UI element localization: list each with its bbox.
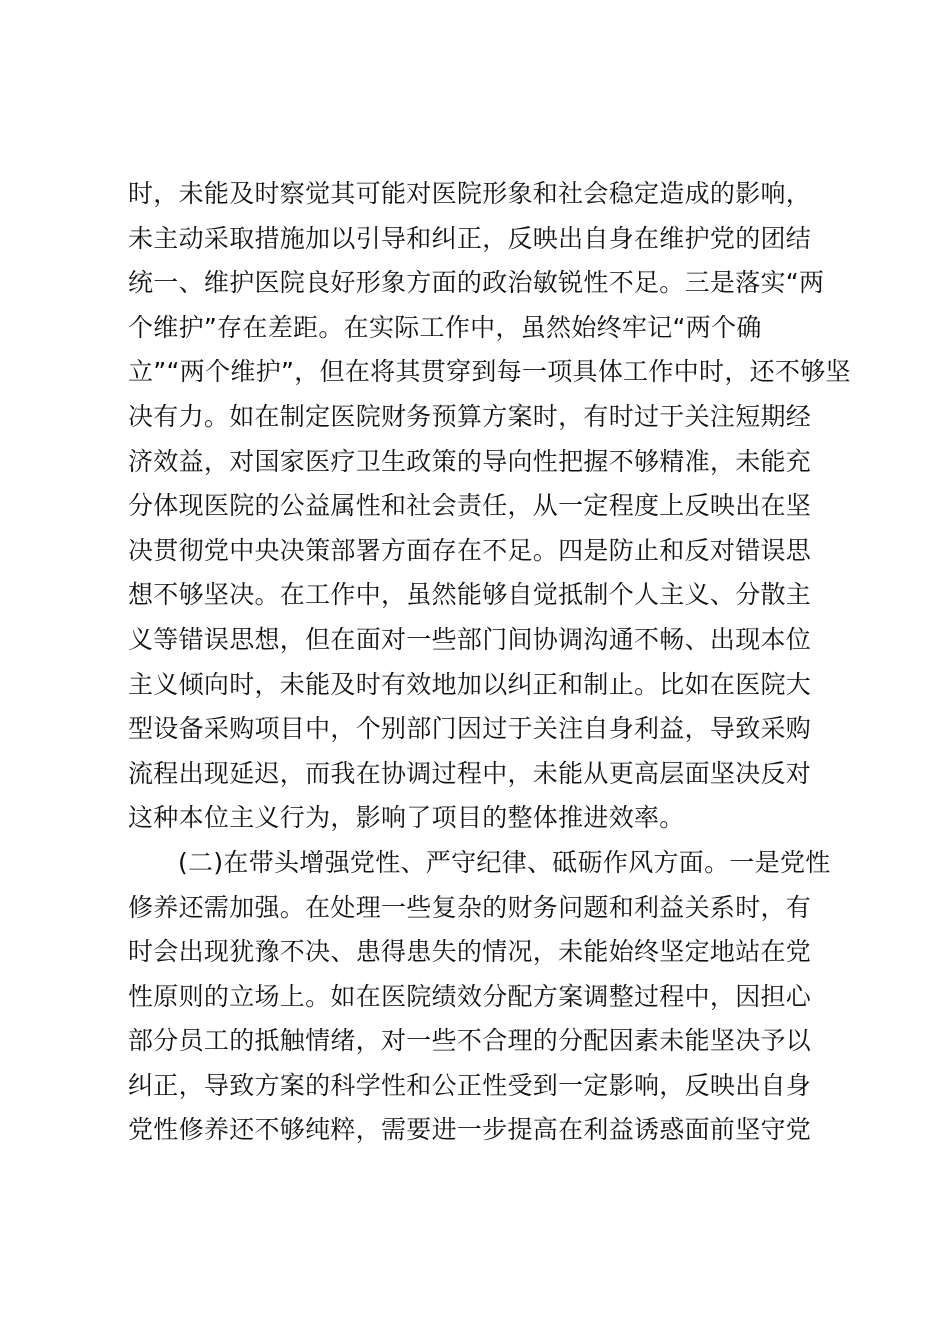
text-line: 修养还需加强。在处理一些复杂的财务问题和利益关系时，有 xyxy=(128,892,812,922)
text-line: 性原则的立场上。如在医院绩效分配方案调整过程中，因担心 xyxy=(128,981,812,1011)
text-line: 统一、维护医院良好形象方面的政治敏锐性不足。三是落实“两 xyxy=(128,268,825,298)
text-line: 义等错误思想，但在面对一些部门间协调沟通不畅、出现本位 xyxy=(128,624,812,654)
text-line: 决贯彻党中央决策部署方面存在不足。四是防止和反对错误思 xyxy=(128,535,812,565)
text-line: 部分员工的抵触情绪，对一些不合理的分配因素未能坚决予以 xyxy=(128,1026,812,1056)
text-line: 时，未能及时察觉其可能对医院形象和社会稳定造成的影响， xyxy=(128,179,812,208)
text-line: 立”“两个维护”，但在将其贯穿到每一项具体工作中时，还不够坚 xyxy=(128,357,851,387)
text-line: 流程出现延迟，而我在协调过程中，未能从更高层面坚决反对 xyxy=(128,758,812,788)
text-line: 分体现医院的公益属性和社会责任，从一定程度上反映出在坚 xyxy=(128,491,812,521)
text-line: 型设备采购项目中，个别部门因过于关注自身利益，导致采购 xyxy=(128,714,812,744)
text-line: 主义倾向时，未能及时有效地加以纠正和制止。比如在医院大 xyxy=(128,669,812,699)
text-line: 想不够坚决。在工作中，虽然能够自觉抵制个人主义、分散主 xyxy=(128,580,812,610)
text-line: 决有力。如在制定医院财务预算方案时，有时过于关注短期经 xyxy=(128,401,812,431)
paragraph-heading-line: (二)在带头增强党性、严守纪律、砥砺作风方面。一是党性 xyxy=(178,847,831,877)
text-line: 济效益，对国家医疗卫生政策的导向性把握不够精准，未能充 xyxy=(128,446,812,476)
body-text xyxy=(128,172,851,1153)
text-line: 纠正，导致方案的科学性和公正性受到一定影响，反映出自身 xyxy=(128,1070,812,1100)
text-line: 时会出现犹豫不决、患得患失的情况，未能始终坚定地站在党 xyxy=(128,937,812,967)
text-line: 党性修养还不够纯粹，需要进一步提高在利益诱惑面前坚守党 xyxy=(128,1115,812,1145)
text-line: 个维护”存在差距。在实际工作中，虽然始终牢记“两个确 xyxy=(128,312,762,342)
text-line: 未主动采取措施加以引导和纠正，反映出自身在维护党的团结 xyxy=(128,223,812,253)
text-line: 这种本位主义行为，影响了项目的整体推进效率。 xyxy=(128,803,685,833)
